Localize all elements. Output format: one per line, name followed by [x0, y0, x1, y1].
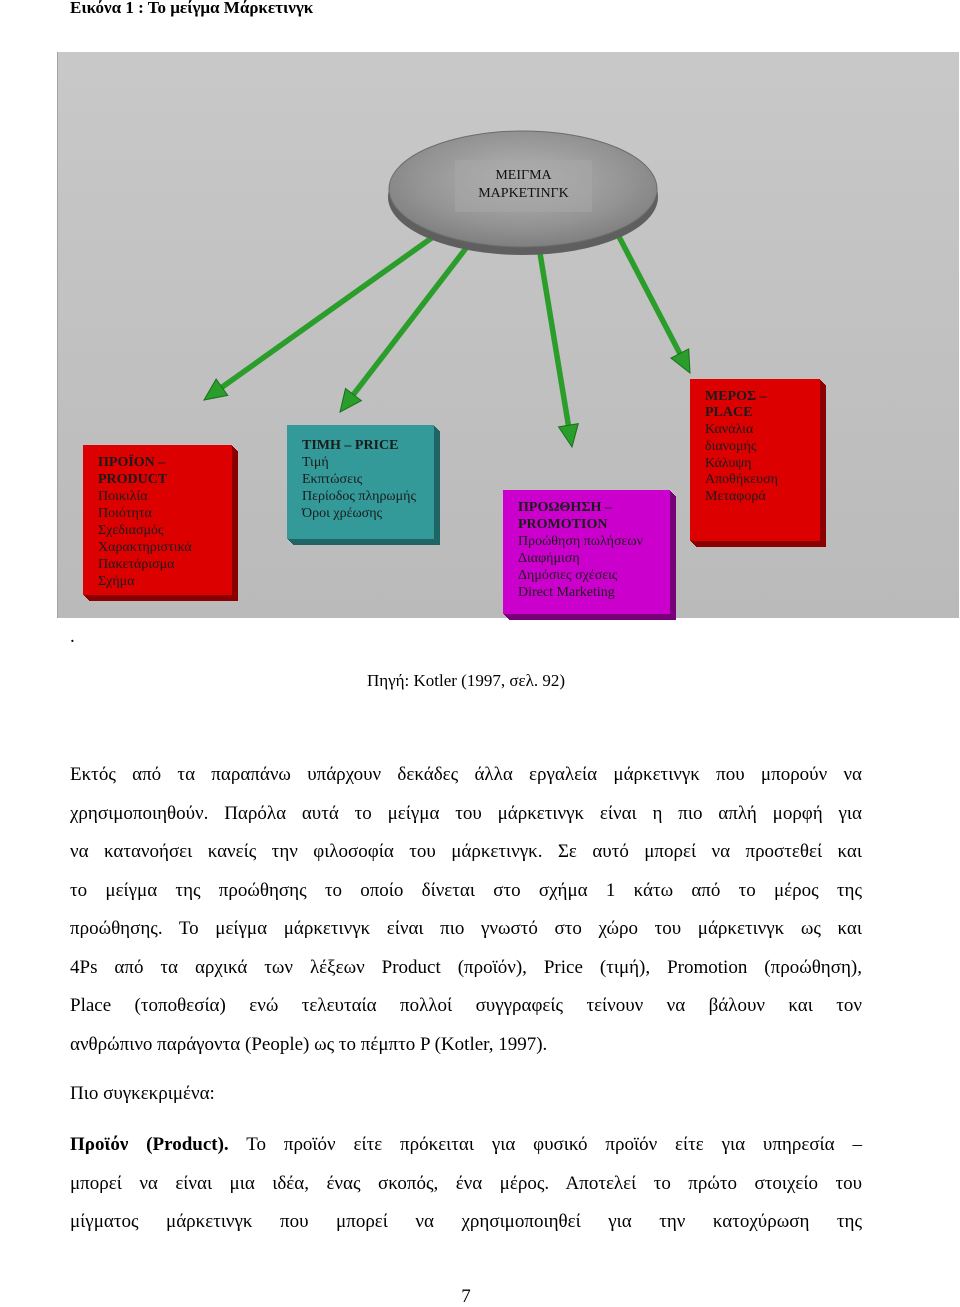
promotion-box-item: Διαφήμιση [518, 550, 580, 566]
stray-mark: . [70, 626, 75, 647]
price-box-item: Περίοδος πληρωμής [302, 488, 417, 504]
body-paragraph-2 [70, 1126, 862, 1242]
subheading: Πιο συγκεκριμένα: [70, 1083, 215, 1104]
paragraph-line: Εκτός από τα παραπάνω υπάρχουν δεκάδες άλλα εργαλεία μάρκετινγκ που μπορούν να [70, 764, 862, 785]
paragraph-line: μίγματος μάρκετινγκ που μπορεί να χρησιμοποιηθεί για την κατοχύρωση της [70, 1211, 862, 1233]
figure-source: Πηγή: Kotler (1997, σελ. 92) [366, 671, 566, 690]
paragraph-line: το μείγμα της προώθησης το οποίο δίνεται στο σχήμα 1 κάτω από το μέρος της [70, 879, 862, 901]
price-box [287, 425, 434, 539]
page-number: 7 [461, 1286, 471, 1307]
place-box-title: PLACE [705, 405, 753, 421]
promotion-box-title: PROMOTION [518, 516, 608, 532]
paragraph-line: μπορεί να είναι μια ιδέα, ένας σκοπός, ένα μέρος. Αποτελεί το πρώτο στοιχείο του [70, 1172, 862, 1194]
paragraph-line: 4Ps από τα αρχικά των λέξεων Product (προϊόν), Price (τιμή), Promotion (προώθηση), [70, 956, 862, 978]
place-box-item: Κάλυψη [705, 455, 752, 471]
product-box-title: PRODUCT [98, 471, 168, 487]
product-box-item: Ποιότητα [98, 505, 152, 521]
price-box-item: Όροι χρέωσης [302, 505, 383, 521]
place-box-item: Μεταφορά [705, 489, 766, 505]
product-box-item: Ποικιλία [98, 488, 148, 504]
paragraph-line [70, 1126, 862, 1165]
figure-caption: Εικόνα 1 : Το μείγμα Μάρκετινγκ [70, 0, 314, 17]
promotion-box [503, 490, 670, 614]
body-paragraph-1 [70, 756, 862, 1065]
product-box [83, 445, 232, 595]
hub-label-line: ΜΑΡΚΕΤΙΝΓΚ [478, 186, 569, 201]
section-lead: Προϊόν (Product). [70, 1134, 229, 1155]
place-box-item: διανομής [705, 438, 757, 454]
place-box [690, 379, 820, 541]
paragraph-line: χρησιμοποιηθούν. Παρόλα αυτά το μείγμα του μάρκετινγκ είναι η πιο απλή μορφή για [70, 802, 862, 824]
promotion-box-item: Προώθηση πωλήσεων [518, 533, 643, 549]
promotion-box-item: Δημόσιες σχέσεις [518, 567, 618, 583]
price-box-title: ΤΙΜΗ – PRICE [302, 437, 399, 453]
price-box-item: Τιμή [302, 454, 329, 470]
paragraph-text: Το προϊόν είτε πρόκειται για φυσικό προϊόν είτε για υπηρεσία – [246, 1134, 862, 1155]
place-box-item: Κανάλια [705, 422, 754, 438]
product-box-item: Πακετάρισμα [98, 556, 175, 572]
place-box-item: Αποθήκευση [705, 472, 778, 488]
promotion-box-item: Direct Marketing [518, 584, 615, 600]
product-box-item: Χαρακτηριστικά [98, 539, 192, 555]
promotion-box-title: ΠΡΟΩΘΗΣΗ – [518, 499, 612, 515]
place-box-title: ΜΕΡΟΣ – [705, 388, 767, 404]
hub-label [455, 167, 592, 203]
paragraph-line: προώθησης. Το μείγμα μάρκετινγκ είναι πιο γνωστό στο χώρο του μάρκετινγκ ως και [70, 918, 862, 940]
paragraph-line: να κατανοήσει κανείς την φιλοσοφία του μάρκετινγκ. Σε αυτό μπορεί να προστεθεί και [70, 841, 862, 863]
product-box-item: Σχήμα [98, 573, 135, 589]
price-box-item: Εκπτώσεις [302, 471, 363, 487]
product-box-item: Σχεδιασμός [98, 522, 164, 538]
hub-label-line: ΜΕΙΓΜΑ [495, 168, 552, 183]
paragraph-line: Place (τοποθεσία) ενώ τελευταία πολλοί συγγραφείς τείνουν να βάλουν και τον [70, 995, 862, 1017]
product-box-title: ΠΡΟΪΟΝ – [98, 454, 166, 470]
paragraph-line: ανθρώπινο παράγοντα (People) ως το πέμπτο P (Kotler, 1997). [70, 1033, 548, 1055]
